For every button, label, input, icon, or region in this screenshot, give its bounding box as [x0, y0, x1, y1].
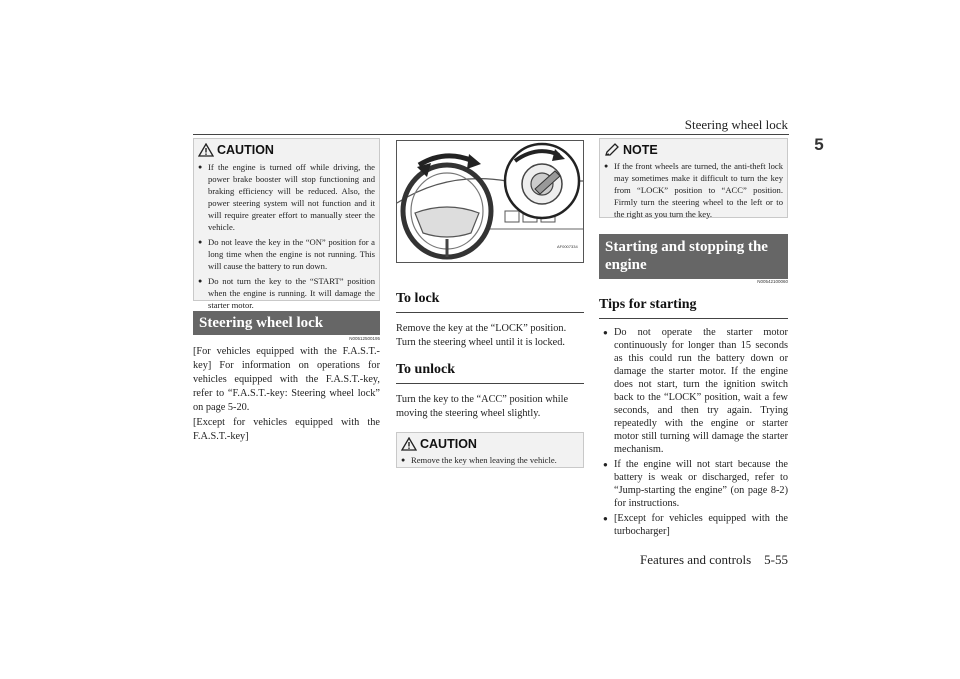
section-heading: Starting and stopping the engine — [599, 234, 788, 279]
note-title — [604, 143, 783, 157]
note-label: NOTE — [623, 143, 658, 157]
caution-box — [396, 432, 584, 468]
note-box — [599, 138, 788, 218]
subsection-heading: Tips for starting — [599, 297, 788, 319]
warning-triangle-icon — [198, 143, 214, 157]
header-rule — [193, 134, 789, 135]
caution-title — [401, 437, 579, 451]
running-header: Steering wheel lock — [684, 117, 788, 132]
pencil-note-icon — [604, 143, 620, 157]
steering-lock-illustration — [396, 140, 584, 263]
caution-title — [198, 143, 375, 157]
subsection-heading: To lock — [396, 291, 584, 313]
tips-list — [603, 326, 788, 540]
body-paragraph: Turn the key to the “ACC” position while moving the steering wheel slightly. — [396, 394, 569, 419]
caution-item: ● Do not leave the key in the “ON” position for a long time when the engine is not running. This will cause the battery to run down. — [198, 236, 375, 272]
warning-triangle-icon — [401, 437, 417, 451]
tip-item: ● If the engine will not start because the battery is weak or discharged, refer to “Jump-starting the engine” (on page 8-2) for instructions. — [603, 458, 788, 510]
caution-item: ● Remove the key when leaving the vehicle. — [401, 454, 579, 466]
steering-wheel-illustration — [397, 141, 583, 262]
caution-item: ● Do not turn the key to the “START” position when the engine is running. It will damage the starter motor. — [198, 275, 375, 311]
reference-code: N00512500195 — [349, 336, 380, 341]
reference-code: N00542100060 — [757, 279, 788, 284]
chapter-number: 5 — [814, 135, 824, 154]
caution-label: CAUTION — [217, 143, 274, 157]
body-paragraph: Remove the key at the “LOCK” position. Turn the steering wheel until it is locked. — [396, 323, 567, 348]
page-footer: Features and controls 5-55 — [639, 552, 788, 567]
figure-code: AF0007334 — [557, 244, 578, 249]
caution-item: ● If the engine is turned off while driving, the power brake booster will stop functioning and braking efficiency will be reduced. Also, the power steering system will not function and it will require greater effort to manually steer the vehicle. — [198, 161, 375, 233]
subsection-heading: To unlock — [396, 362, 584, 384]
body-paragraph: [Except for vehicles equipped with the F.A.S.T.-key] — [193, 417, 380, 442]
section-heading: Steering wheel lock — [193, 311, 380, 335]
note-item: ● If the front wheels are turned, the anti-theft lock may sometimes make it difficult to turn the key from “LOCK” position to “ACC” position. Firmly turn the steering wheel to the left or to the right as you turn the key. — [604, 160, 783, 220]
tip-item: ● [Except for vehicles equipped with the turbocharger] — [603, 512, 788, 538]
caution-box — [193, 138, 380, 310]
caution-label: CAUTION — [420, 437, 477, 451]
tip-item: ● Do not operate the starter motor continuously for longer than 15 seconds as this could run the battery down or damage the starter motor. If the engine does not start, turn the ignition switch back to the “LOCK” position, wait a few seconds, and then try again. Trying repeatedly with the engine or starter motor still turning will damage the starter mechanism. — [603, 326, 788, 456]
body-paragraph: [For vehicles equipped with the F.A.S.T.-key] For information on operations for vehicles equipped with the F.A.S.T.-key, refer to “F.A.S.T.-key: Steering wheel lock” on page 5-20. — [193, 346, 380, 413]
